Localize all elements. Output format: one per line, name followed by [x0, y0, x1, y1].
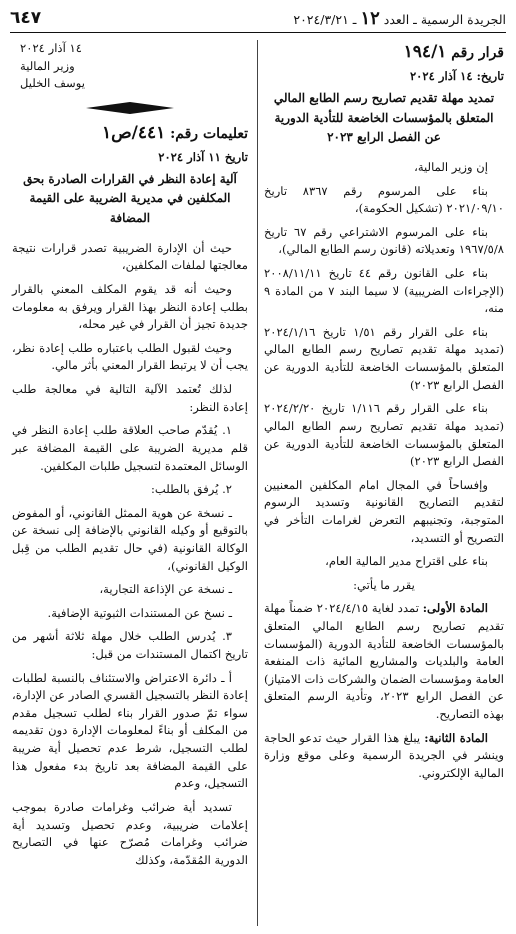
article-one: المادة الأولى: تمدد لغاية ٢٠٢٤/٤/١٥ ضمناً مهلة تقديم تصاريح رسم الطابع المالي المتعلق بالمؤسسات الخاضعة للتأدية الدورية (المؤسسات العامة والبلديات والمشاريع المائية ذات المنفعة العامة ومؤسسات الضمان والشركات ذات الامتياز) عن الفصل الرابع ٢٠٢٣، وتأدية الرسم المتعلق بهذه التصاريح.	[264, 601, 504, 722]
paragraph: بناء على القانون رقم ٤٤ تاريخ ٢٠٠٨/١١/١١ (الإجراءات الضريبية) لا سيما البند ٧ من المادة ٩ منه،	[264, 266, 504, 316]
divider-ornament	[12, 101, 248, 115]
running-header	[293, 5, 506, 32]
paragraph: وإفساحاً في المجال امام المكلفين المعنيين لتقديم التصاريح القانونية وتسديد الرسوم المتوجبة، وتجنيبهم التعرض لغرامات التأخر في التصريح أو التسديد،	[264, 477, 504, 545]
decision-column	[264, 40, 504, 789]
page-number: ٦٤٧	[10, 8, 42, 29]
paragraph: تسديد أية ضرائب وغرامات صادرة بموجب إعلامات ضريبية، وعدم تحصيل وتسديد أية ضرائب وغرامات مُصرّح عنها في التصاريح الدورية المُقدّمة، وكذلك	[12, 799, 248, 867]
paragraph: وحيث أنه قد يقوم المكلف المعني بالقرار بطلب إعادة النظر بهذا القرار ويرفق به معلومات جديدة تجيز أن القرار في غير محله،	[12, 282, 248, 332]
instructions-subject: آلية إعادة النظر في القرارات الصادرة بحق المكلفين في مديرية الضريبة على القيمة المضافة	[23, 172, 237, 225]
instructions-column	[12, 40, 248, 875]
paragraph: حيث أن الإدارة الضريبية تصدر قرارات نتيجة معالجتها لملفات المكلفين،	[12, 240, 248, 273]
gazette-name: الجريدة الرسمية	[420, 12, 506, 28]
instructions-title: تعليمات رقم: ٤٤١/ص١	[101, 122, 248, 143]
page-header	[10, 6, 506, 33]
paragraph: ٣. يُدرس الطلب خلال مهلة ثلاثة أشهر من تاريخ اكتمال المستندات من قبل:	[12, 629, 248, 662]
issue-number: ١٢	[360, 8, 380, 30]
header-separator: ـ	[352, 12, 357, 28]
paragraph: أ ـ دائرة الاعتراض والاستئناف بالنسبة لطلبات إعادة النظر بالتسجيل القسري الصادر عن الإدارة، سواء تمّ صدور القرار بناء لطلب تسجيل مقدم من المكلف أو بناءً لمعلومات الإدارة دون تقديمه لطلب التسجيل، شرط عدم تحصيل أية ضريبة على القيمة المضافة بعد تاريخ بدء مفعول هذا التسجيل، وعدم	[12, 670, 248, 791]
paragraph: ـ نسخة عن هوية الممثل القانوني، أو المفوض بالتوقيع أو وكيله القانوني بالإضافة إلى نسخة عن الوكالة القانونية (في حال تقديم الطلب من قِبل الوكيل القانوني)،	[12, 505, 248, 573]
issue-label: ـ العدد	[383, 12, 417, 28]
decision-subject: تمديد مهلة تقديم تصاريح رسم الطابع المالي المتعلق بالمؤسسات الخاضعة للتأدية الدورية عن الفصل الرابع ٢٠٢٣	[273, 91, 495, 144]
paragraph: بناء على القرار رقم ١/١١٦ تاريخ ٢٠٢٤/٢/٢٠ (تمديد مهلة تقديم تصاريح رسم الطابع المالي المتعلق بالمؤسسات الخاضعة للتأدية الدورية عن الفصل الرابع ٢٠٢٣)	[264, 401, 504, 469]
paragraph: بناء على اقتراح مدير المالية العام،	[325, 554, 488, 569]
instructions-date: تاريخ ١١ آذار ٢٠٢٤	[158, 149, 248, 164]
paragraph: ١. يُقدّم صاحب العلاقة طلب إعادة النظر في قلم مديرية الضريبة على القيمة المضافة عبر الوسائل المعتمدة لتسجيل طلبات المكلفين.	[12, 423, 248, 473]
paragraph: بناء على المرسوم رقم ٨٣٦٧ تاريخ ٢٠٢١/٠٩/١٠ (تشكيل الحكومة)،	[264, 183, 504, 216]
paragraph: لذلك تُعتمد الآلية التالية في معالجة طلب إعادة النظر:	[12, 382, 248, 414]
ornament-icon	[84, 101, 176, 115]
decision-title: قرار رقم ١٩٤/١	[403, 42, 504, 62]
decision-number: ١٩٤/١	[403, 42, 447, 62]
paragraph: بناء على القرار رقم ١/٥١ تاريخ ٢٠٢٤/١/١٦ (تمديد مهلة تقديم تصاريح رسم الطابع المالي المتعلق بالمؤسسات الخاضعة للتأدية الدورية عن الفصل الرابع ٢٠٢٣)	[264, 324, 504, 392]
decides-line: يقرر ما يأتي:	[353, 577, 415, 592]
instructions-number: ٤٤١/ص١	[101, 122, 166, 143]
paragraph: إن وزير المالية،	[414, 160, 488, 174]
paragraph: وحيث لقبول الطلب باعتباره طلب إعادة نظر، يجب أن لا يرتبط القرار المعني بأثر مالي.	[12, 340, 248, 373]
paragraph: ـ نسخة عن الإذاعة التجارية،	[99, 582, 232, 597]
issue-date: ٢٠٢٤/٣/٢١	[293, 12, 349, 28]
paragraph: ـ نسخ عن المستندات الثبوتية الإضافية.	[47, 605, 232, 620]
paragraph: ٢. يُرفق بالطلب:	[150, 482, 232, 497]
signature-block: ١٤ آذار ٢٠٢٤ وزير المالية يوسف الخليل	[20, 41, 85, 91]
paragraph: بناء على المرسوم الاشتراعي رقم ٦٧ تاريخ ١٩٦٧/٥/٨ وتعديلاته (قانون رسم الطابع المالي)،	[264, 224, 504, 257]
column-divider	[257, 40, 258, 926]
article-two: المادة الثانية: يبلغ هذا القرار حيث تدعو الحاجة وينشر في الجريدة الرسمية وعلى موقع وزارة المالية الإلكتروني.	[264, 730, 504, 780]
decision-date: تاريخ: ١٤ آذار ٢٠٢٤	[409, 68, 504, 83]
